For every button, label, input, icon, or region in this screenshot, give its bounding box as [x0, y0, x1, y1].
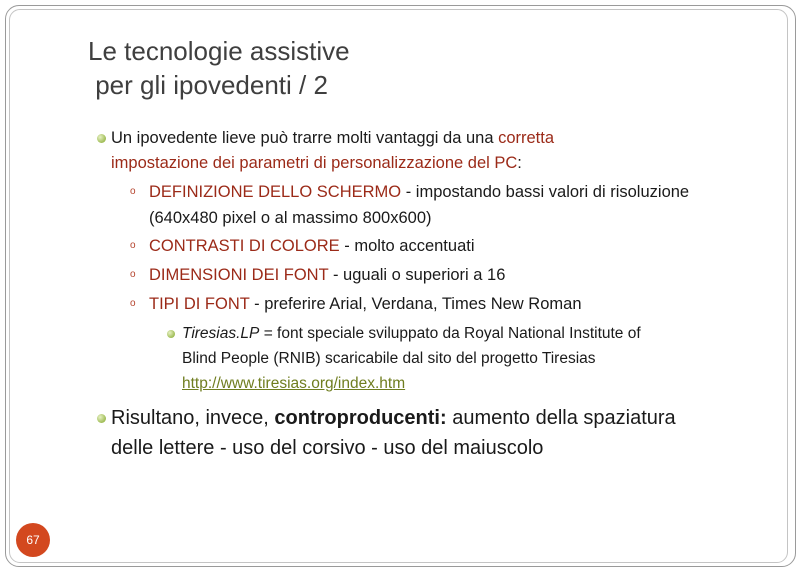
item-continuation: (640x480 pixel o al massimo 800x600) — [149, 209, 432, 227]
item-head: DEFINIZIONE DELLO SCHERMO — [149, 183, 402, 201]
intro-line-1 — [111, 126, 554, 150]
item-rest: - molto accentuati — [339, 237, 475, 255]
intro-line-2 — [111, 151, 522, 175]
list-item — [149, 234, 475, 258]
outro-bold: controproducenti: — [274, 407, 447, 429]
sub-item-line-2: Blind People (RNIB) scaricabile dal sito del progetto Tiresias — [182, 350, 596, 367]
list-item — [149, 180, 689, 204]
title-line-1: Le tecnologie assistive — [88, 36, 350, 66]
item-head: CONTRASTI DI COLORE — [149, 237, 340, 255]
slide-title — [88, 34, 350, 102]
bullet-dot-icon — [97, 134, 106, 143]
bullet-dot-icon — [97, 414, 106, 423]
title-line-2: per gli ipovedenti / 2 — [88, 70, 328, 100]
sub-item-italic: Tiresias.LP — [182, 325, 260, 342]
ring-bullet-icon: o — [130, 240, 136, 251]
item-rest: - uguali o superiori a 16 — [328, 266, 506, 284]
intro-text-a: Un ipovedente lieve può trarre molti vantaggi da una — [111, 129, 499, 147]
intro-highlight-a: corretta — [498, 129, 555, 147]
outro-text-a: Risultano, invece, — [111, 407, 275, 429]
tiresias-link[interactable]: http://www.tiresias.org/index.htm — [182, 375, 406, 392]
list-item — [149, 263, 505, 287]
ring-bullet-icon: o — [130, 298, 136, 309]
intro-text-d: : — [517, 154, 522, 172]
item-head: TIPI DI FONT — [149, 295, 250, 313]
outro-text-b: aumento della spaziatura — [446, 407, 676, 429]
list-item — [149, 292, 582, 316]
item-rest: - preferire Arial, Verdana, Times New Roman — [249, 295, 582, 313]
page-number-badge: 67 — [16, 523, 50, 557]
item-head: DIMENSIONI DEI FONT — [149, 266, 329, 284]
item-rest: - impostando bassi valori di risoluzione — [401, 183, 690, 201]
outro-line-2: delle lettere - uso del corsivo - uso del maiuscolo — [111, 437, 544, 459]
outro-line-1 — [111, 403, 676, 434]
ring-bullet-icon: o — [130, 269, 136, 280]
bullet-dot-icon — [167, 330, 175, 338]
sub-item-line-1 — [182, 322, 641, 346]
sub-item-rest: = font speciale sviluppato da Royal National Institute of — [259, 325, 641, 342]
ring-bullet-icon: o — [130, 186, 136, 197]
intro-highlight-b: impostazione dei parametri di personalizzazione del PC — [111, 154, 518, 172]
